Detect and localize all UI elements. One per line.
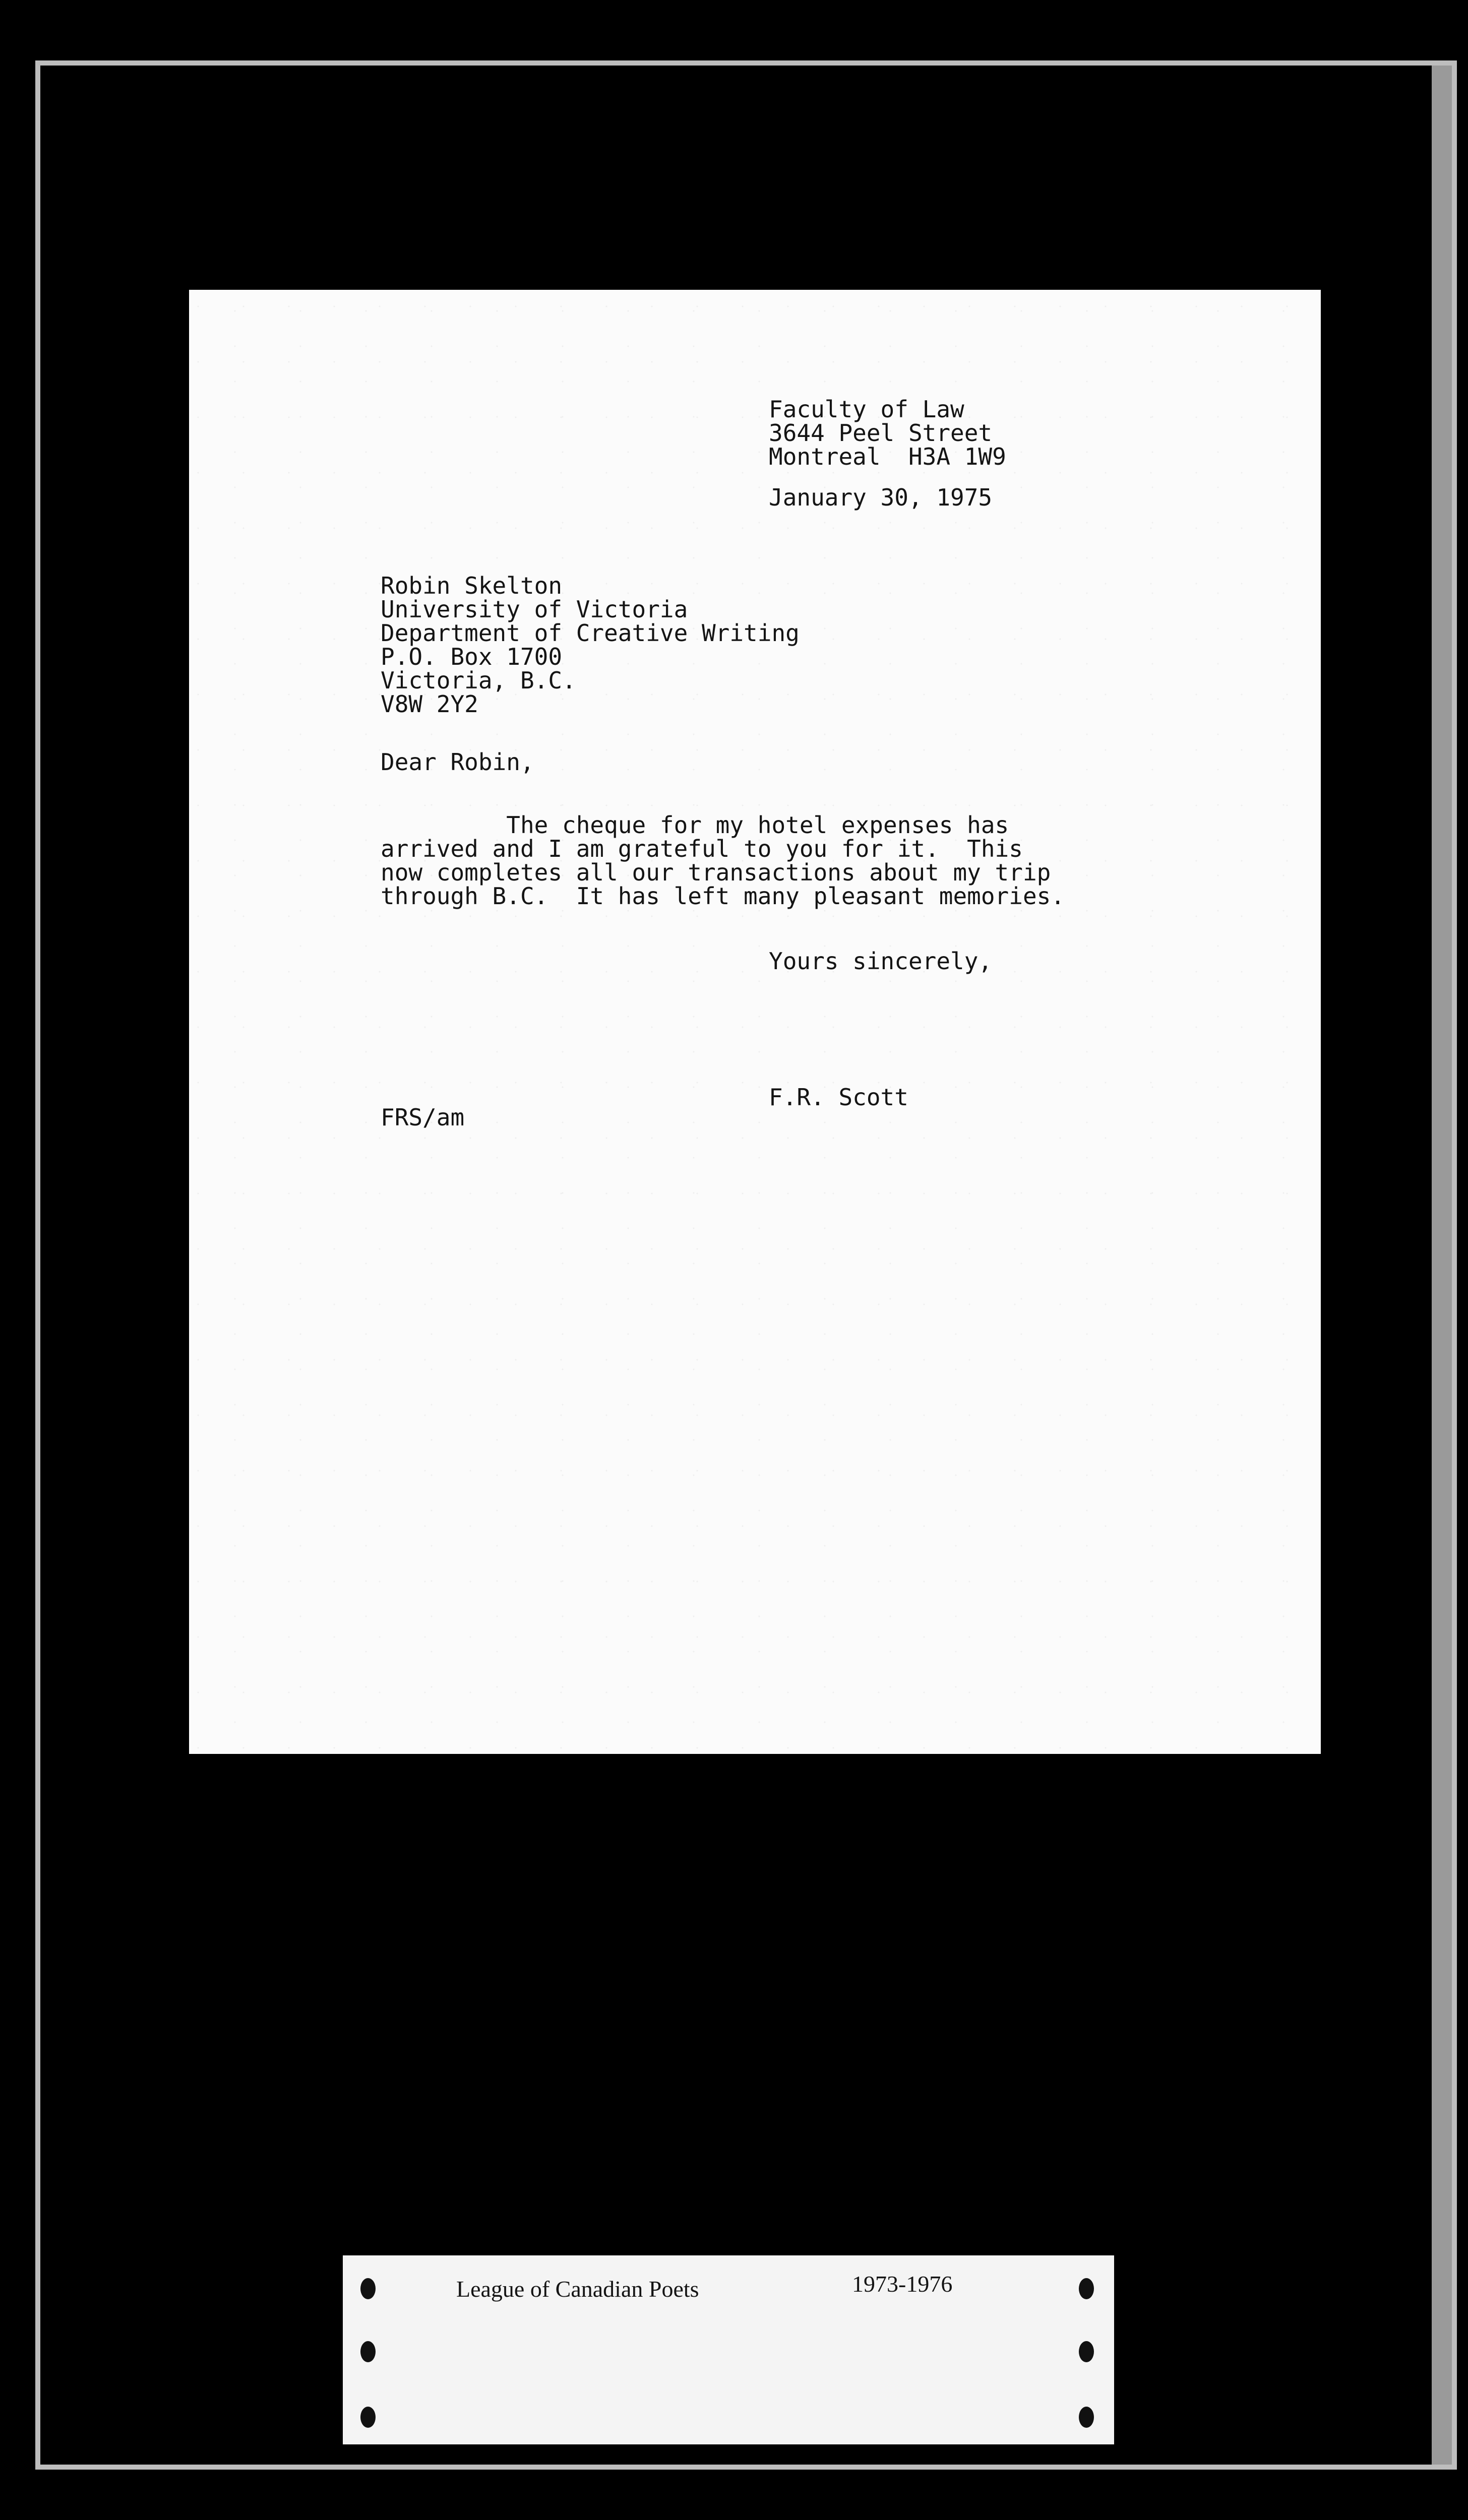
punch-hole xyxy=(1079,2278,1094,2299)
punch-hole xyxy=(360,2341,376,2362)
reference-initials: FRS/am xyxy=(381,1104,465,1131)
body-line-4: through B.C. It has left many pleasant memories. xyxy=(381,883,1065,910)
body-line-1: The cheque for my hotel expenses has xyxy=(381,811,1009,839)
punch-hole xyxy=(360,2407,376,2428)
letter-page xyxy=(189,290,1321,1754)
sender-line-2: 3644 Peel Street xyxy=(769,419,993,447)
recipient-line-2: University of Victoria xyxy=(381,596,688,623)
salutation: Dear Robin, xyxy=(381,748,534,776)
body-line-3: now completes all our transactions about my trip xyxy=(381,859,1051,886)
sender-line-3: Montreal H3A 1W9 xyxy=(769,443,1006,470)
label-collection: League of Canadian Poets xyxy=(456,2276,699,2302)
archive-label xyxy=(343,2255,1114,2444)
recipient-line-1: Robin Skelton xyxy=(381,572,563,599)
recipient-line-4: P.O. Box 1700 xyxy=(381,643,563,670)
frame-edge xyxy=(1432,66,1452,2465)
punch-hole xyxy=(1079,2407,1094,2428)
body-line-2: arrived and I am grateful to you for it. This xyxy=(381,835,1023,862)
signature: F.R. Scott xyxy=(769,1084,908,1111)
sender-line-1: Faculty of Law xyxy=(769,396,964,423)
letter-date: January 30, 1975 xyxy=(769,484,993,511)
closing: Yours sincerely, xyxy=(769,948,993,975)
recipient-line-5: Victoria, B.C. xyxy=(381,667,576,694)
recipient-line-3: Department of Creative Writing xyxy=(381,619,800,647)
punch-hole xyxy=(1079,2341,1094,2362)
label-years: 1973-1976 xyxy=(852,2271,953,2297)
recipient-line-6: V8W 2Y2 xyxy=(381,690,478,718)
punch-hole xyxy=(360,2278,376,2299)
